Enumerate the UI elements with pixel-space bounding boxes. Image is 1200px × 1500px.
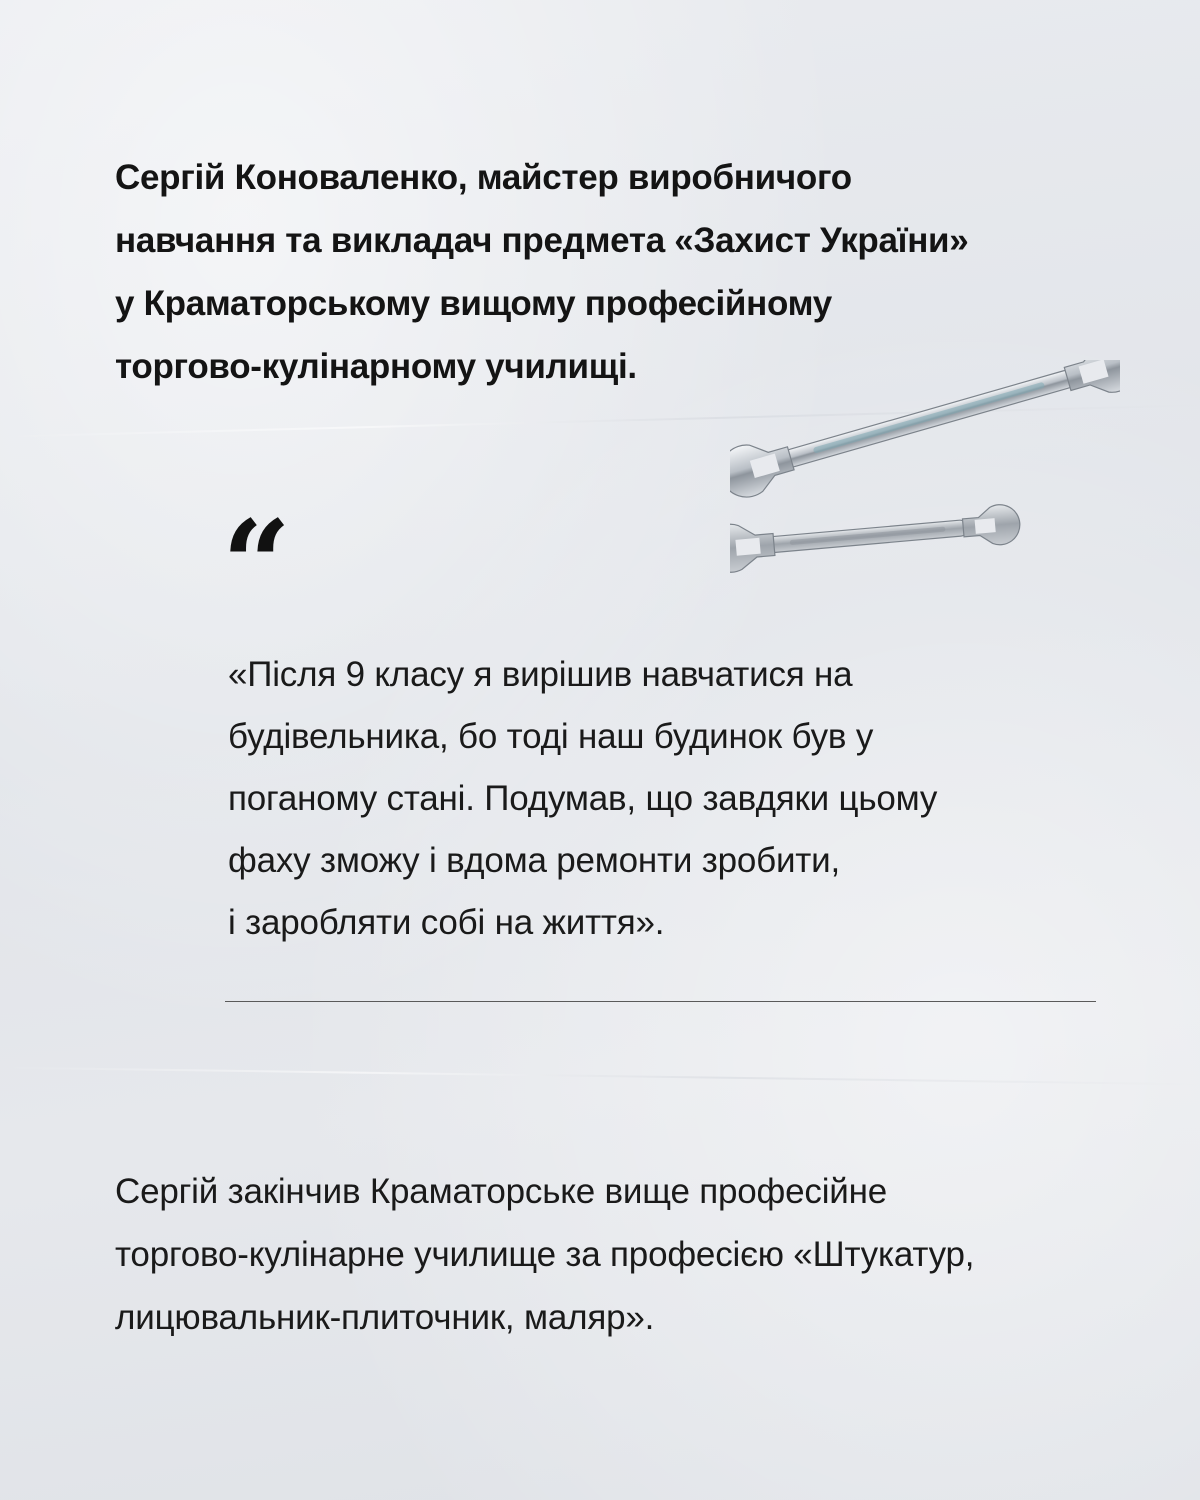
- outro-paragraph: [115, 1160, 1125, 1349]
- quote-line: поганому стані. Подумав, що завдяки цьому: [228, 779, 938, 818]
- quote-line: будівельника, бо тоді наш будинок був у: [228, 717, 874, 756]
- paper-crease: [0, 1067, 1200, 1086]
- intro-line: Сергій Коноваленко, майстер виробничого: [115, 158, 852, 197]
- quote-paragraph: [228, 644, 1108, 954]
- intro-line: у Краматорському вищому професійному: [115, 284, 832, 323]
- outro-line: лицювальник-плиточник, маляр».: [115, 1298, 655, 1337]
- quote-line: фаху зможу і вдома ремонти зробити,: [228, 841, 841, 880]
- wrenches-illustration: [730, 360, 1120, 590]
- wrench-icon: [730, 499, 1022, 574]
- quote-mark-icon: “: [222, 494, 292, 635]
- divider: [225, 1001, 1096, 1002]
- wrench-icon: [730, 360, 1120, 503]
- outro-line: торгово-кулінарне училище за професією «Штукатур,: [115, 1235, 975, 1274]
- outro-line: Сергій закінчив Краматорське вище професійне: [115, 1172, 888, 1211]
- quote-line: «Після 9 класу я вирішив навчатися на: [228, 655, 853, 694]
- intro-line: навчання та викладач предмета «Захист України»: [115, 221, 969, 260]
- intro-line: торгово-кулінарному училищі.: [115, 347, 637, 386]
- quote-line: і заробляти собі на життя».: [228, 903, 665, 942]
